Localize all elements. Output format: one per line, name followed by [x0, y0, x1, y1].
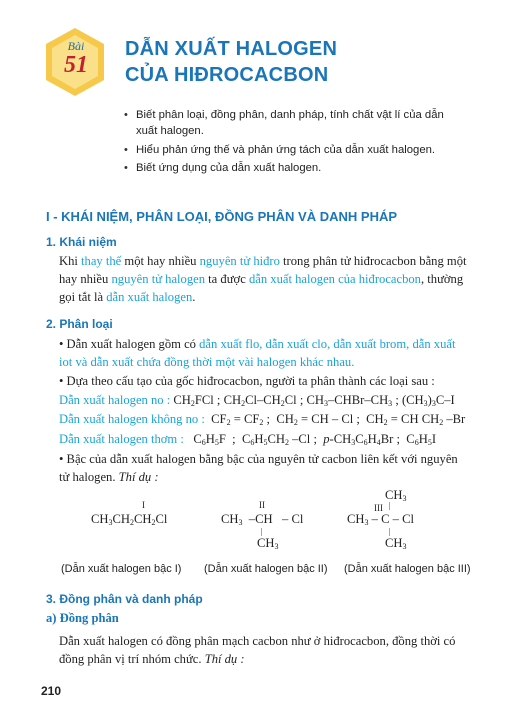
definition-line-1: Khi thay thế một hay nhiều nguyên tử hiđro trong phân tử hiđrocacbon bằng một — [59, 254, 467, 268]
objective-2: • Hiểu phản ứng thế và phản ứng tách của dẫn xuất halogen. — [124, 144, 436, 156]
formula-tertiary-top: $CH_3$ — [385, 488, 407, 503]
degree-bullet-line-2: tử halogen. Thí dụ : — [59, 470, 159, 484]
caption-tertiary: (Dẫn xuất halogen bậc III) — [344, 563, 471, 575]
formula-tertiary: $CH_3$ – C – Cl — [347, 512, 414, 527]
degree-roman-1: I — [142, 500, 145, 510]
subsection-3-title: 3. Đồng phân và danh pháp — [46, 592, 203, 606]
formula-tertiary-bottom: $CH_3$ — [385, 536, 407, 551]
formula-secondary: $CH_3$ –CH – Cl — [221, 512, 304, 527]
objective-1-cont: xuất halogen. — [136, 125, 204, 137]
aromatic-halides-line: Dẫn xuất halogen thơm : $C_6H_5F$ ; $C_6H_5CH_2$ –Cl ; $p-CH_3C_6H_4Br$ ; $C_6H_5I$ — [59, 432, 437, 447]
saturated-halides-line: Dẫn xuất halogen no : $CH_2FCl$ ; $CH_2Cl-CH_2Cl$ ; $CH_3-CHBr-CH_3$ ; $(CH_3)_3C-I$ — [59, 393, 455, 408]
objective-3: • Biết ứng dụng của dẫn xuất halogen. — [124, 162, 322, 174]
unsaturated-halides-line: Dẫn xuất halogen không no : $CF_2 = CF_2$ ; $CH_2$ = CH – Cl ; $CH_2$ = CH $CH_2$ –Br — [59, 412, 466, 427]
objective-1: • Biết phân loại, đồng phân, danh pháp, tính chất vật lí của dẫn — [124, 109, 444, 121]
classification-bullet-1-cont: iot và dẫn xuất chứa đồng thời một vài halogen khác nhau. — [59, 355, 355, 369]
lesson-number: 51 — [64, 52, 88, 78]
formula-primary: $CH_3CH_2CH_2Cl$ — [91, 512, 168, 527]
classification-bullet-1: • Dẫn xuất halogen gồm có dẫn xuất flo, dẫn xuất clo, dẫn xuất brom, dẫn xuất — [59, 337, 456, 351]
definition-line-3: gọi tắt là dẫn xuất halogen. — [59, 290, 196, 304]
caption-primary: (Dẫn xuất halogen bậc I) — [61, 563, 182, 575]
classification-bullet-2: • Dựa theo cấu tạo của gốc hiđrocacbon, người ta phân thành các loại sau : — [59, 374, 435, 388]
formula-secondary-branch: $CH_3$ — [257, 536, 279, 551]
bond-line-tertiary-bottom: | — [389, 527, 391, 536]
subsection-3a-title: a) Đồng phân — [46, 611, 119, 625]
definition-line-2: hay nhiều nguyên tử halogen ta được dẫn xuất halogen của hiđrocacbon, thường — [59, 272, 464, 286]
page-title-line2: CỦA HIĐROCACBON — [125, 64, 329, 86]
page-number: 210 — [41, 684, 62, 698]
bond-line-secondary: | — [261, 527, 263, 536]
section-heading: I - KHÁI NIỆM, PHÂN LOẠI, ĐỒNG PHÂN VÀ DANH PHÁP — [46, 209, 398, 224]
isomer-line-2: đồng phân vị trí nhóm chức. Thí dụ : — [59, 652, 245, 666]
caption-secondary: (Dẫn xuất halogen bậc II) — [204, 563, 328, 575]
isomer-line-1: Dẫn xuất halogen có đồng phân mạch cacbon như ở hiđrocacbon, đồng thời có — [59, 634, 456, 648]
lesson-label: Bài — [67, 39, 85, 53]
degree-roman-2: II — [259, 500, 265, 510]
subsection-2-title: 2. Phân loại — [46, 317, 113, 331]
subsection-1-title: 1. Khái niệm — [46, 235, 117, 249]
bond-line-tertiary-top: | — [389, 501, 391, 510]
degree-roman-3: III — [374, 503, 383, 513]
page-title-line1: DẪN XUẤT HALOGEN — [125, 38, 338, 60]
degree-bullet-line-1: • Bậc của dẫn xuất halogen bằng bậc của nguyên tử cacbon liên kết với nguyên — [59, 452, 458, 466]
